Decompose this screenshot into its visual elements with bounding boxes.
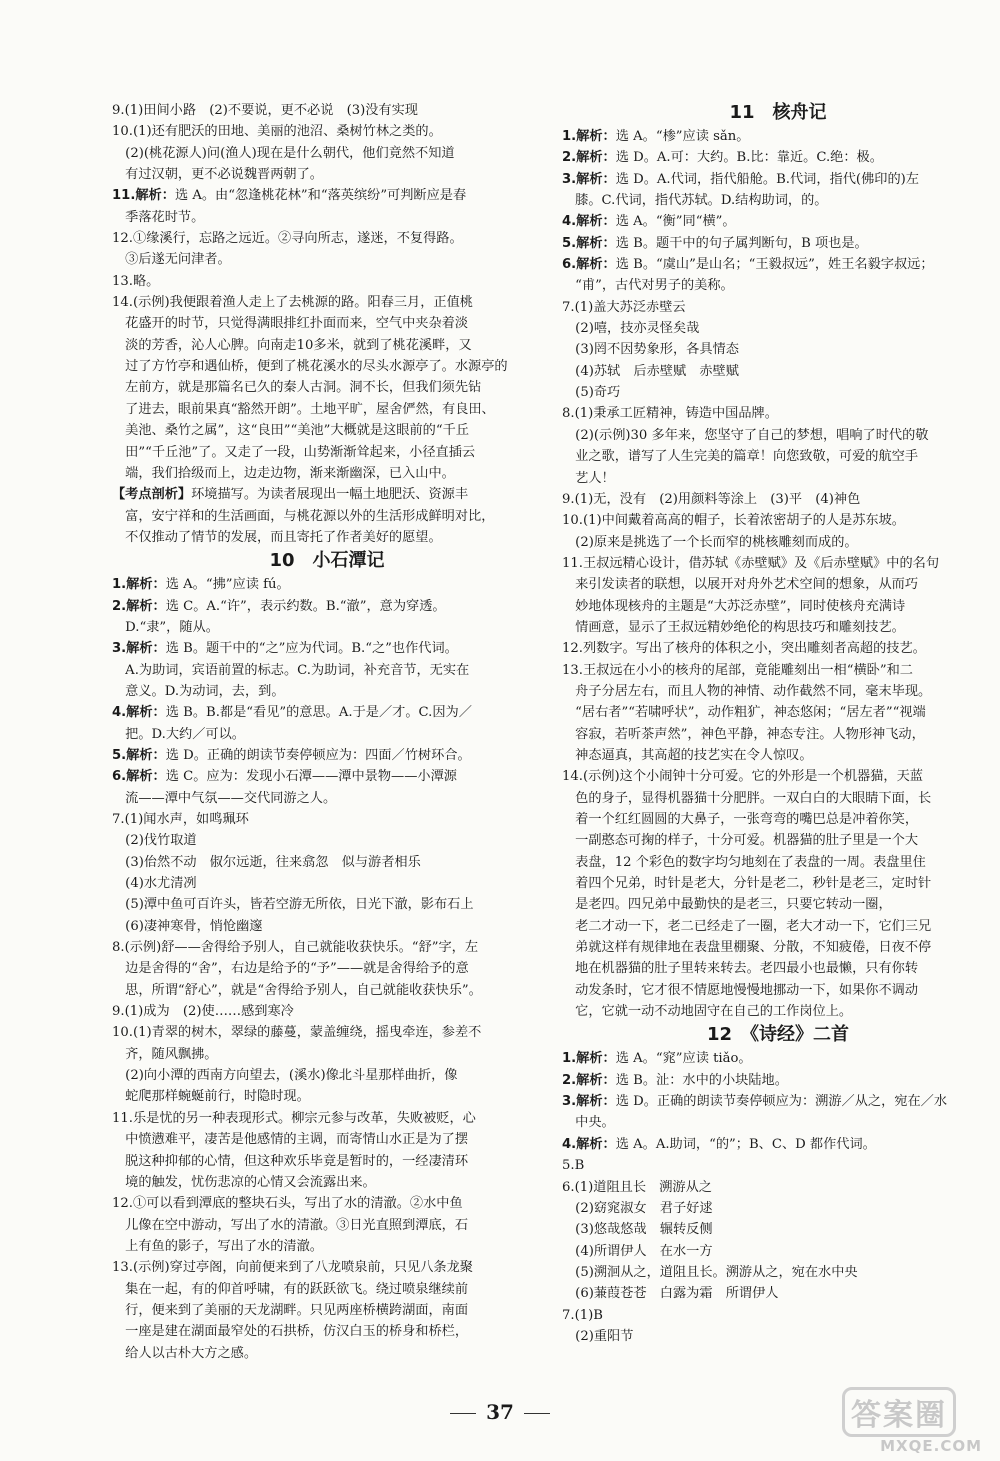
line-text: 7.(1)B <box>562 1307 603 1323</box>
text-line <box>112 1215 542 1236</box>
text-line <box>562 1001 994 1022</box>
line-text: 8.(1)秉承工匠精神，铸造中国品牌。 <box>562 406 778 422</box>
line-text: 上有鱼的影子，写出了水的清澈。 <box>112 1238 323 1254</box>
watermark-logo: 答案圈 <box>842 1387 956 1437</box>
section-heading: 10 小石潭记 <box>269 550 385 572</box>
text-line <box>562 233 994 254</box>
line-text: 选 A。“椮”应读 sǎn。 <box>615 129 750 144</box>
line-text: 色的身子，显得机器猫十分肥胖。一双白白的大眼睛下面，长 <box>562 790 932 806</box>
line-text: “居右者”“若啸呼状”，动作粗犷，神态悠闲；“居左者”“视端 <box>562 705 926 721</box>
text-line <box>112 1044 542 1065</box>
line-text: (2)向小潭的西南方向望去，(溪水)像北斗星那样曲折，像 <box>112 1068 458 1084</box>
text-line <box>112 228 542 249</box>
line-text: 了进去，眼前果真“豁然开朗”。土地平旷，屋舍俨然，有良田、 <box>112 401 495 417</box>
text-line <box>112 249 542 270</box>
text-line <box>112 788 542 809</box>
line-text: (4)苏轼 后赤壁赋 赤壁赋 <box>562 363 739 379</box>
text-line <box>112 937 542 958</box>
line-text: 12.①可以看到潭底的整块石头，写出了水的清澈。②水中鱼 <box>112 1196 463 1212</box>
line-text: 选 D。A.代词，指代船舱。B.代词，指代(佛印的)左 <box>615 171 919 187</box>
line-text: (3)罔不因势象形，各具情态 <box>562 342 739 358</box>
text-line <box>562 532 994 553</box>
text-line <box>112 724 542 745</box>
answer-label: 11.解析： <box>112 188 175 204</box>
text-line <box>112 852 542 873</box>
answer-label: 5.解析： <box>112 747 166 763</box>
line-text: 给人以古朴大方之感。 <box>112 1345 258 1361</box>
line-text: 选 C。A.“许”，表示约数。B.“澈”，意为穿透。 <box>165 598 446 614</box>
text-line <box>562 788 994 809</box>
text-line <box>562 937 994 958</box>
line-text: 舟子分居左右，而且人物的神情、动作截然不同，毫末毕现。 <box>562 683 932 699</box>
text-line <box>112 702 542 723</box>
line-text: 选 A。由“忽逢桃花林”和“落英缤纷”可判断应是春 <box>174 188 467 204</box>
text-line <box>112 660 542 681</box>
line-text: 13.(示例)穿过亭阁，向前便来到了八龙喷泉前，只见八条龙聚 <box>112 1260 473 1276</box>
line-text: 膝。C.代词，指代苏轼。D.结构助词，的。 <box>562 193 828 209</box>
line-text: 左前方，就是那篇名已久的秦人古洞。洞不长，但我们须先钻 <box>112 380 482 396</box>
text-line <box>112 809 542 830</box>
line-text: 不仅推动了情节的发展，而且寄托了作者美好的愿望。 <box>112 529 442 545</box>
line-text: 环境描写。为读者展现出一幅土地肥沃、资源丰 <box>191 487 469 503</box>
line-text: 来引发读者的联想，以展开对舟外艺术空间的想象，从而巧 <box>562 577 919 593</box>
text-line <box>562 446 994 467</box>
text-line <box>112 596 542 617</box>
line-text: 它，它就一动不动地固守在自己的工作岗位上。 <box>562 1004 853 1020</box>
text-line <box>562 617 994 638</box>
text-line <box>562 1070 994 1091</box>
line-text: 季落花时节。 <box>112 209 205 225</box>
text-line <box>562 809 994 830</box>
line-text: 边是舍得的“舍”，右边是给予的“予”——就是舍得给予的意 <box>112 961 469 977</box>
text-line <box>112 143 542 164</box>
text-line <box>112 442 542 463</box>
line-text: 12.①缘溪行，忘路之远近。②寻向所志，遂迷，不复得路。 <box>112 231 463 247</box>
text-line <box>112 271 542 292</box>
line-text: 14.(示例)我便跟着渔人走上了去桃源的路。阳春三月，正值桃 <box>112 295 473 311</box>
text-line <box>562 1305 994 1326</box>
text-line <box>112 745 542 766</box>
text-line <box>112 335 542 356</box>
text-line <box>112 1236 542 1257</box>
text-line <box>562 297 994 318</box>
line-text: 10.(1)还有肥沃的田地、美丽的池沼、桑树竹林之类的。 <box>112 124 442 140</box>
text-line <box>562 275 994 296</box>
line-text: (6)凄神寒骨，悄怆幽邃 <box>112 918 263 934</box>
text-line <box>562 574 994 595</box>
text-line <box>112 1129 542 1150</box>
line-text: 过了方竹亭和遇仙桥，便到了桃花溪水的尽头水源亭了。水源亭的 <box>112 359 508 375</box>
text-line <box>112 980 542 1001</box>
line-text: 着四个兄弟，时针是老大，分针是老二，秒针是老三，定时针 <box>562 876 932 892</box>
line-text: 表盘，12 个彩色的数字均匀地刻在了表盘的一周。表盘里住 <box>562 854 926 870</box>
text-line <box>562 660 994 681</box>
text-line <box>562 425 994 446</box>
text-line <box>112 484 542 505</box>
line-text: 一副憨态可掬的样子，十分可爱。机器猫的肚子里是一个大 <box>562 833 919 849</box>
text-line <box>562 681 994 702</box>
line-text: A.为助词，宾语前置的标志。C.为助词，补充音节，无实在 <box>112 662 470 678</box>
text-line <box>112 1343 542 1364</box>
answer-label: 1.解析： <box>562 129 616 144</box>
text-line <box>562 702 994 723</box>
line-text: (2)嘻，技亦灵怪矣哉 <box>562 321 700 337</box>
text-line <box>562 894 994 915</box>
line-text: 9.(1)成为 (2)使……感到寒冷 <box>112 1004 294 1020</box>
text-line <box>562 1283 994 1304</box>
line-text: 是老四。四兄弟中最勤快的是老三，只要它转动一圈， <box>562 897 892 913</box>
line-text: ③后遂无问津者。 <box>112 252 231 268</box>
line-text: 地在机器猫的肚子里转来转去。老四最小也最懒，只有你转 <box>562 961 919 977</box>
line-text: (2)(桃花源人)问(渔人)现在是什么朝代，他们竟然不知道 <box>112 145 455 161</box>
line-text: “甫”，古代对男子的美称。 <box>562 278 734 294</box>
text-line <box>562 1048 994 1069</box>
line-text: 动发条时，它才很不情愿地慢慢地挪动一下，如果你不调动 <box>562 982 919 998</box>
line-text: 蛇爬那样蜿蜒前行，时隐时现。 <box>112 1089 310 1105</box>
text-line <box>562 1155 994 1176</box>
text-line <box>112 638 542 659</box>
text-line <box>112 1065 542 1086</box>
answer-label: 2.解析： <box>112 598 166 614</box>
text-line <box>562 916 994 937</box>
text-line <box>562 724 994 745</box>
text-line <box>562 190 994 211</box>
text-line <box>562 1091 994 1112</box>
text-line <box>562 852 994 873</box>
text-line <box>112 617 542 638</box>
line-text: 7.(1)闻水声，如鸣珮环 <box>112 812 249 827</box>
text-line <box>562 873 994 894</box>
answer-label: 1.解析： <box>112 577 166 593</box>
text-line <box>112 1321 542 1342</box>
line-text: 儿像在空中游动，写出了水的清澈。③日光直照到潭底，石 <box>112 1217 469 1233</box>
line-text: 11.乐是忧的另一种表现形式。柳宗元参与改革，失败被贬，心 <box>112 1110 476 1126</box>
text-line <box>562 553 994 574</box>
text-line <box>562 254 994 275</box>
line-text: (2)重阳节 <box>562 1328 634 1344</box>
line-text: 选 D。A.可：大约。B.比：靠近。C.绝：极。 <box>615 150 883 166</box>
line-text: 齐，随风飘拂。 <box>112 1046 218 1062</box>
answer-label: 3.解析： <box>562 171 616 187</box>
text-line <box>112 1193 542 1214</box>
line-text: (4)所谓伊人 在水一方 <box>562 1243 713 1259</box>
text-line <box>562 1112 994 1133</box>
text-line <box>562 382 994 403</box>
answer-label: 6.解析： <box>112 769 166 785</box>
line-text: (2)原来是挑选了一个长而窄的桃核雕刻而成的。 <box>562 534 858 550</box>
line-text: (2)伐竹取道 <box>112 833 197 849</box>
text-line <box>112 100 542 121</box>
text-line <box>562 766 994 787</box>
line-text: (5)溯洄从之，道阻且长。溯游从之，宛在水中央 <box>562 1264 858 1280</box>
text-line <box>562 830 994 851</box>
line-text: 田”“千丘池”了。又走了一段，山势渐渐耸起来，小径直插云 <box>112 444 476 460</box>
text-line <box>562 510 994 531</box>
line-text: 中愤懑难平，凄苦是他感情的主调，而寄情山水正是为了摆 <box>112 1132 469 1148</box>
answer-label: 6.解析： <box>562 257 616 273</box>
line-text: 10.(1)中间戴着高高的帽子，长着浓密胡子的人是苏东坡。 <box>562 513 905 529</box>
text-line <box>112 164 542 185</box>
text-line <box>112 681 542 702</box>
text-line <box>112 1300 542 1321</box>
line-text: 弟就这样有规律地在表盘里棚聚、分散，不知疲倦，日夜不停 <box>562 940 932 956</box>
line-text: 行，便来到了美丽的天龙湖畔。只见两座桥横跨湖面，南面 <box>112 1302 469 1318</box>
text-line <box>112 1001 542 1022</box>
line-text: 业之歌，谱写了人生完美的篇章！向您致敬，可爱的航空手 <box>562 449 919 465</box>
text-line <box>562 361 994 382</box>
text-line <box>562 1241 994 1262</box>
line-text: 老二才动一下，老二已经走了一圈，老大才动一下，它们三兄 <box>562 918 932 934</box>
text-line <box>112 527 542 548</box>
text-line <box>112 1086 542 1107</box>
text-line <box>562 147 994 168</box>
line-text: 13.略。 <box>112 273 160 289</box>
answer-label: 5.解析： <box>562 235 616 251</box>
line-text: 富，安宁祥和的生活画面，与桃花源以外的生活形成鲜明对比， <box>112 508 495 524</box>
line-text: 选 B。沚：水中的小块陆地。 <box>615 1072 788 1088</box>
line-text: (4)水尤清冽 <box>112 876 197 892</box>
text-line <box>112 1257 542 1278</box>
line-text: 着一个红红圆圆的大鼻子，一张弯弯的嘴巴总是冲着你笑， <box>562 812 919 827</box>
text-line <box>562 169 994 190</box>
text-line <box>562 318 994 339</box>
line-text: 选 A。A.助词，“的”；B、C、D 都作代词。 <box>615 1136 876 1152</box>
line-text: 脱这种抑郁的心情，但这种欢乐毕竟是暂时的，一经凄清环 <box>112 1153 469 1169</box>
line-text: (2)窈窕淑女 君子好逑 <box>562 1200 713 1216</box>
text-line <box>112 506 542 527</box>
text-line <box>112 399 542 420</box>
section-heading: 12 《诗经》二首 <box>706 1024 850 1046</box>
line-text: (2)(示例)30 多年来，您坚守了自己的梦想，唱响了时代的敬 <box>562 427 929 443</box>
text-line <box>112 574 542 595</box>
left-column <box>112 100 542 1364</box>
text-line <box>112 356 542 377</box>
line-text: 选 B。题干中的句子属判断句，B 项也是。 <box>615 235 868 251</box>
line-text: 10.(1)青翠的树木，翠绿的藤蔓，蒙盖缠绕，摇曳牵连，参差不 <box>112 1025 482 1041</box>
line-text: 美池、桑竹之属”，这“良田”“美池”大概就是这眼前的“千丘 <box>112 423 469 439</box>
line-text: (3)悠哉悠哉 辗转反侧 <box>562 1222 713 1238</box>
text-line <box>112 292 542 313</box>
line-text: 选 B。“虞山”是山名；“王毅叔远”，姓王名毅字叔远； <box>615 257 934 273</box>
text-line <box>112 1108 542 1129</box>
answer-label: 1.解析： <box>562 1051 616 1067</box>
line-text: 5.B <box>562 1158 585 1174</box>
text-line <box>112 463 542 484</box>
text-line <box>112 916 542 937</box>
answer-label: 2.解析： <box>562 1072 616 1088</box>
watermark-url: MXQE.COM <box>880 1437 982 1455</box>
text-line <box>112 313 542 334</box>
line-text: 选 B。题干中的“之”应为代词。B.“之”也作代词。 <box>165 641 458 657</box>
line-text: 花盛开的时节，只觉得满眼排红扑面而来，空气中夹杂着淡 <box>112 316 469 332</box>
line-text: 境的触发，忧伤悲凉的心情又会流露出来。 <box>112 1174 376 1190</box>
line-text: 一座是建在湖面最窄处的石拱桥，仿汉白玉的桥身和桥栏， <box>112 1324 469 1340</box>
line-text: 容寂，若听茶声然”，神色平静，神态专注。人物形神飞动， <box>562 726 925 742</box>
text-line <box>112 873 542 894</box>
text-line <box>562 1326 994 1347</box>
line-text: 9.(1)无，没有 (2)用颜料等涂上 (3)平 (4)神色 <box>562 491 861 507</box>
watermark <box>842 1387 982 1455</box>
line-text: 12.列数字。写出了核舟的体积之小，突出雕刻者高超的技艺。 <box>562 641 926 657</box>
page-number: 37 <box>0 1400 1000 1424</box>
line-text: 选 D。正确的朗读节奏停顿应为：四面／竹树环合。 <box>165 747 471 763</box>
text-line <box>562 958 994 979</box>
text-line <box>562 596 994 617</box>
line-text: 选 A。“窕”应读 tiǎo。 <box>615 1051 752 1067</box>
text-line <box>562 339 994 360</box>
line-text: 淡的芳香，沁人心脾。向南走10多米，就到了桃花溪畔，又 <box>112 337 472 353</box>
text-line <box>562 126 994 147</box>
text-line <box>112 894 542 915</box>
text-line <box>562 1219 994 1240</box>
line-text: 选 C。应为：发现小石潭——潭中景物——小潭源 <box>165 769 457 785</box>
line-text: 14.(示例)这个小闹钟十分可爱。它的外形是一个机器猫，天蓝 <box>562 769 923 785</box>
text-line <box>562 1177 994 1198</box>
line-text: 选 D。正确的朗读节奏停顿应为：溯游／从之，宛在／水 <box>615 1094 948 1110</box>
line-text: 集在一起，有的仰首呼啸，有的跃跃欲飞。绕过喷泉继续前 <box>112 1281 469 1297</box>
line-text: 8.(示例)舒——舍得给予别人，自己就能收获快乐。“舒”字，左 <box>112 940 479 956</box>
line-text: (6)蒹葭苍苍 白露为霜 所谓伊人 <box>562 1286 779 1302</box>
line-text: 意义。D.为动词，去，到。 <box>112 683 285 699</box>
line-text: 端，我们拾级而上，边走边物，渐来渐幽深，已入山中。 <box>112 465 455 481</box>
line-text: 情画意，显示了王叔远精妙绝伦的构思技巧和雕刻技艺。 <box>562 619 905 635</box>
line-text: 9.(1)田间小路 (2)不要说，更不必说 (3)没有实现 <box>112 103 418 118</box>
text-line <box>112 1022 542 1043</box>
text-line <box>112 185 542 206</box>
line-text: 思，所谓“舒心”，就是“舍得给予别人，自己就能收获快乐”。 <box>112 982 482 998</box>
answer-label: 4.解析： <box>562 214 616 230</box>
answer-label: 2.解析： <box>562 150 616 166</box>
line-text: D.“隶”，随从。 <box>112 619 219 635</box>
text-line <box>112 207 542 228</box>
answer-label: 3.解析： <box>562 1094 616 1110</box>
section-heading: 11 核舟记 <box>729 102 827 123</box>
text-line <box>112 121 542 142</box>
line-text: 有过汉朝，更不必说魏晋两朝了。 <box>112 167 323 183</box>
text-line <box>112 377 542 398</box>
text-line <box>562 211 994 232</box>
line-text: 流——潭中气氛——交代同游之人。 <box>112 790 337 806</box>
right-column <box>562 100 994 1347</box>
text-line <box>562 1262 994 1283</box>
line-text: (3)佁然不动 俶尔远逝，往来翕忽 似与游者相乐 <box>112 854 421 870</box>
text-line <box>112 1172 542 1193</box>
text-line <box>112 420 542 441</box>
text-line <box>562 1198 994 1219</box>
line-text: 选 A。“衡”同“横”。 <box>615 214 736 230</box>
line-text: 选 B。B.都是“看见”的意思。A.于是／才。C.因为／ <box>165 705 472 721</box>
text-line <box>562 980 994 1001</box>
answer-label: 4.解析： <box>562 1136 616 1152</box>
text-line <box>112 766 542 787</box>
text-line <box>562 638 994 659</box>
text-line <box>112 830 542 851</box>
text-line <box>562 745 994 766</box>
line-text: (5)奇巧 <box>562 385 621 401</box>
line-text: 11.王叔远精心设计，借苏轼《赤壁赋》及《后赤壁赋》中的名句 <box>562 555 940 571</box>
line-text: (5)潭中鱼可百许头，皆若空游无所依，日光下澈，影布石上 <box>112 897 474 913</box>
text-line <box>112 1151 542 1172</box>
answer-label: 【考点剖析】 <box>112 487 192 503</box>
line-text: 把。D.大约／可以。 <box>112 726 245 742</box>
answer-label: 3.解析： <box>112 641 166 657</box>
answer-label: 4.解析： <box>112 705 166 721</box>
line-text: 13.王叔远在小小的核舟的尾部，竟能雕刻出一相“横卧”和二 <box>562 662 913 678</box>
text-line <box>112 1279 542 1300</box>
text-line <box>112 958 542 979</box>
line-text: 7.(1)盖大苏泛赤壁云 <box>562 299 686 315</box>
text-line <box>562 468 994 489</box>
line-text: 神态逼真，其高超的技艺实在令人惊叹。 <box>562 747 813 763</box>
text-line <box>562 1134 994 1155</box>
line-text: 中央。 <box>562 1115 615 1131</box>
line-text: 选 A。“拂”应读 fú。 <box>165 577 290 593</box>
line-text: 妙地体现核舟的主题是“大苏泛赤壁”，同时使核舟充满诗 <box>562 598 906 614</box>
line-text: 6.(1)道阻且长 溯游从之 <box>562 1179 712 1195</box>
line-text: 艺人！ <box>562 470 615 486</box>
text-line <box>562 403 994 424</box>
text-line <box>562 489 994 510</box>
